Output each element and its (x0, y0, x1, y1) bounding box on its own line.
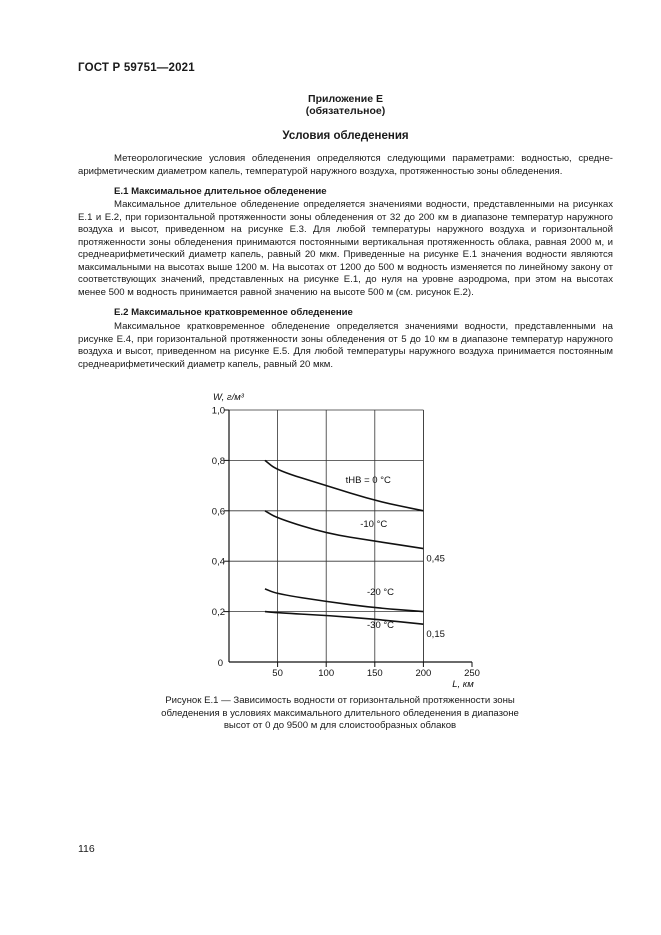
series-label: -20 °C (367, 587, 395, 599)
y-axis-label: W, г/м³ (213, 392, 244, 403)
y-tick-label: 0,8 (211, 455, 225, 467)
series-line (265, 589, 423, 612)
x-tick-label: 250 (464, 668, 480, 679)
series-label: tНВ = 0 °C (345, 475, 391, 487)
series-line (265, 511, 423, 549)
x-tick-label: 100 (318, 668, 335, 679)
appendix-title: Приложение Е (308, 93, 383, 105)
chart-labels (212, 392, 480, 690)
series-label: -10 °C (360, 519, 388, 531)
x-tick-label: 200 (415, 668, 432, 679)
y-tick-label: 0,6 (211, 506, 225, 518)
chart-grid (229, 410, 423, 662)
page-number: 116 (78, 843, 95, 855)
section-title: Условия обледенения (282, 130, 409, 142)
y-tick-label: 0,2 (211, 607, 225, 619)
origin-label: 0 (217, 658, 223, 669)
series-line (265, 460, 423, 510)
figure-caption: Рисунок Е.1 — Зависимость водности от горизонтальной протяженности зоны обледенения в условиях максимального длительного обледенения в диапазоне высот от 0 до 9500 м для слоистообразных облаков (161, 695, 519, 731)
e2-text: Максимальное кратковременное обледенение определяется значениями водности, представленными на рисунке Е.4, при горизонтальной протяженности зоны обледенения от 5 до 10 км в диапазоне температур наружного воздуха и высот, приведенном на рисунке Е.5. Для любой температуры наружного воздуха принимается постоянным среднеарифметический диаметр капель, равный 20 мкм. (78, 321, 613, 370)
e1-heading: Е.1 Максимальное длительное обледенение (114, 186, 327, 197)
e1-text: Максимальное длительное обледенение определяется значениями водности, представленными на рисунках Е.1 и Е.2, при горизонтальной протяженности зоны обледенения от 32 до 200 км в диапазоне температур наружного воздуха и высот, приведенном на рисунке Е.3. Для любой температуры наружного воздуха и горизонтальной протяженности зоны обледенения принимаются постоянными вертикальная протяженность облака, равная 2000 м, и среднеарифметический диаметр капель, равный 20 мкм. Приведенные на рисунке Е.1 значения водности являются максимальными на высотах выше 1200 м. На высотах от 1200 до 500 м водность изменяется по линейному закону от соответствующих значений, представленных на рисунке Е.1, до нуля на уровне аэродрома, при этом на высотах менее 500 м водность принимается равной значению на высоте 500 м (см. рисунок Е.2). (78, 199, 613, 298)
x-tick-label: 50 (272, 668, 283, 679)
appendix-status: (обязательное) (305, 105, 386, 117)
e2-heading: Е.2 Максимальное кратковременное обледенение (114, 307, 353, 318)
chart-series (265, 460, 423, 624)
series-line (265, 612, 423, 625)
series-label: -30 °C (367, 619, 395, 631)
x-tick-label: 150 (366, 668, 383, 679)
series-end-label: 0,45 (426, 553, 445, 565)
intro-text: Метеорологические условия обледенения определяются следующими параметрами: водностью, средне-арифметическим диаметром капель, температурой наружного воздуха, протяженностью зоны обледенения. (78, 153, 613, 177)
document-header: ГОСТ Р 59751—2021 (78, 62, 195, 74)
series-end-label: 0,15 (426, 629, 445, 641)
y-tick-label: 1,0 (211, 405, 225, 417)
x-axis-label: L, км (452, 679, 474, 690)
y-tick-label: 0,4 (211, 556, 225, 568)
